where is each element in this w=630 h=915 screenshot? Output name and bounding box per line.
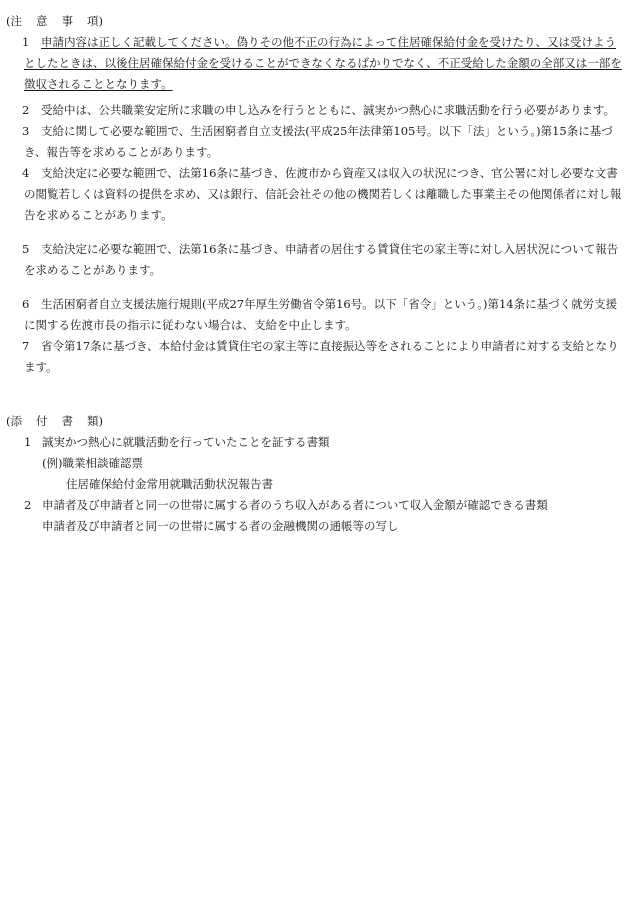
note-item-4: [24, 163, 622, 226]
attachment-item-number: 2: [24, 498, 32, 512]
note-item-text: 受給中は、公共職業安定所に求職の申し込みを行うとともに、誠実かつ熱心に求職活動を行う必要があります。: [41, 103, 616, 117]
attachments-heading-word: 書: [61, 414, 73, 428]
notes-heading: [6, 11, 103, 32]
note-item-text: 支給に関して必要な範囲で、生活困窮者自立支援法(平成25年法律第105号。以下「法」という。)第15条に基づき、報告等を求めることがあります。: [24, 124, 613, 159]
notes-heading-word: (注: [6, 14, 22, 28]
attachment-item-text: 申請者及び申請者と同一の世帯に属する者のうち収入がある者について収入金額が確認できる書類: [42, 498, 548, 512]
note-item-text: 生活困窮者自立支援法施行規則(平成27年厚生労働省令第16号。以下「省令」という。)第14条に基づく就労支援に関する佐渡市長の指示に従わない場合は、支給を中止します。: [24, 297, 618, 332]
attachment-item-1: [24, 432, 330, 453]
attachments-heading-word: 付: [36, 414, 48, 428]
note-item-6: [24, 294, 622, 336]
note-item-text: 申請内容は正しく記載してください。偽りその他不正の行為によって住居確保給付金を受けたり、又は受けようとしたときは、以後住居確保給付金を受けることができなくなるばかりでなく、不正受給した金額の全部又は一部を徴収されることとなります。: [24, 35, 622, 91]
note-item-number: 3: [22, 124, 30, 138]
attachment-example-2: 住居確保給付金常用就職活動状況報告書: [66, 477, 273, 491]
attachment-item-text: 誠実かつ熱心に就職活動を行っていたことを証する書類: [42, 435, 330, 449]
note-item-number: 6: [22, 297, 30, 311]
note-item-7: [24, 336, 622, 378]
note-item-text: 支給決定に必要な範囲で、法第16条に基づき、申請者の居住する賃貸住宅の家主等に対し入居状況について報告を求めることがあります。: [24, 242, 619, 277]
note-item-text: 省令第17条に基づき、本給付金は賃貸住宅の家主等に直接振込等をされることにより申請者に対する支給となります。: [24, 339, 619, 374]
note-item-number: 1: [22, 35, 30, 49]
note-item-number: 5: [22, 242, 30, 256]
attachments-heading-word: 類): [87, 414, 103, 428]
attachment-example-1: (例)職業相談確認票: [42, 456, 143, 470]
attachments-heading-word: (添: [6, 414, 22, 428]
note-item-1: [24, 32, 622, 95]
note-item-number: 7: [22, 339, 30, 353]
notes-heading-word: 事: [61, 14, 73, 28]
note-item-text: 支給決定に必要な範囲で、法第16条に基づき、佐渡市から資産又は収入の状況につき、官公署に対し必要な文書の閲覧若しくは資料の提供を求め、又は銀行、信託会社その他の機関若しくは離職した事業主その他関係者に対し報告を求めることがあります。: [24, 166, 622, 222]
attachment-item-number: 1: [24, 435, 32, 449]
attachment-item-2: [24, 495, 548, 516]
note-item-5: [24, 239, 622, 281]
note-item-2: [24, 100, 622, 121]
attachment-item-2-line-2: 申請者及び申請者と同一の世帯に属する者の金融機関の通帳等の写し: [42, 519, 399, 533]
notes-heading-word: 意: [36, 14, 48, 28]
note-item-number: 4: [22, 166, 30, 180]
note-item-number: 2: [22, 103, 30, 117]
attachments-heading: [6, 411, 103, 432]
notes-heading-word: 項): [87, 14, 103, 28]
note-item-3: [24, 121, 622, 163]
